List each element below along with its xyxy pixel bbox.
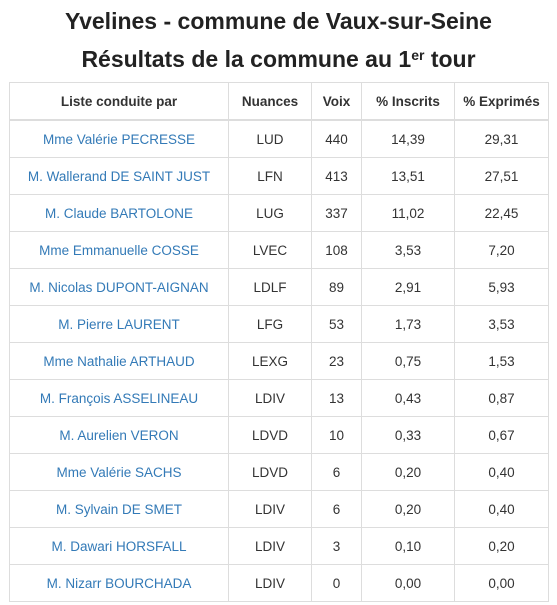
- exprimes-cell: 22,45: [455, 195, 549, 232]
- page-subtitle: [0, 35, 557, 73]
- candidate-name-link[interactable]: M. Dawari HORSFALL: [10, 528, 229, 565]
- nuance-cell: LUG: [229, 195, 312, 232]
- column-header-voix: Voix: [312, 83, 362, 121]
- candidate-name-link[interactable]: Mme Valérie SACHS: [10, 454, 229, 491]
- table-row: [10, 232, 549, 269]
- candidate-name-link[interactable]: M. Nicolas DUPONT-AIGNAN: [10, 269, 229, 306]
- subtitle-superscript: er: [411, 47, 425, 63]
- exprimes-cell: 0,20: [455, 528, 549, 565]
- voix-cell: 13: [312, 380, 362, 417]
- nuance-cell: LDVD: [229, 454, 312, 491]
- candidate-name-link[interactable]: Mme Nathalie ARTHAUD: [10, 343, 229, 380]
- inscrits-cell: 0,33: [362, 417, 455, 454]
- voix-cell: 0: [312, 565, 362, 602]
- exprimes-cell: 3,53: [455, 306, 549, 343]
- candidate-name-link[interactable]: M. Nizarr BOURCHADA: [10, 565, 229, 602]
- inscrits-cell: 0,43: [362, 380, 455, 417]
- table-row: [10, 269, 549, 306]
- inscrits-cell: 2,91: [362, 269, 455, 306]
- inscrits-cell: 14,39: [362, 120, 455, 158]
- table-row: [10, 528, 549, 565]
- column-header-liste: Liste conduite par: [10, 83, 229, 121]
- nuance-cell: LVEC: [229, 232, 312, 269]
- voix-cell: 6: [312, 491, 362, 528]
- table-row: [10, 380, 549, 417]
- subtitle-end: tour: [424, 46, 476, 72]
- inscrits-cell: 0,20: [362, 454, 455, 491]
- voix-cell: 413: [312, 158, 362, 195]
- results-table-body: [10, 120, 549, 602]
- exprimes-cell: 0,67: [455, 417, 549, 454]
- inscrits-cell: 3,53: [362, 232, 455, 269]
- candidate-name-link[interactable]: M. Pierre LAURENT: [10, 306, 229, 343]
- voix-cell: 23: [312, 343, 362, 380]
- inscrits-cell: 0,20: [362, 491, 455, 528]
- table-row: [10, 454, 549, 491]
- inscrits-cell: 11,02: [362, 195, 455, 232]
- column-header-inscrits: % Inscrits: [362, 83, 455, 121]
- nuance-cell: LDIV: [229, 380, 312, 417]
- table-row: [10, 195, 549, 232]
- candidate-name-link[interactable]: Mme Emmanuelle COSSE: [10, 232, 229, 269]
- subtitle-main: Résultats de la commune au 1: [81, 46, 412, 72]
- column-header-nuances: Nuances: [229, 83, 312, 121]
- table-row: [10, 158, 549, 195]
- nuance-cell: LEXG: [229, 343, 312, 380]
- candidate-name-link[interactable]: M. Sylvain DE SMET: [10, 491, 229, 528]
- exprimes-cell: 5,93: [455, 269, 549, 306]
- exprimes-cell: 29,31: [455, 120, 549, 158]
- table-row: [10, 306, 549, 343]
- nuance-cell: LUD: [229, 120, 312, 158]
- results-table: [9, 82, 549, 602]
- page-title: Yvelines - commune de Vaux-sur-Seine: [65, 8, 492, 34]
- candidate-name-link[interactable]: M. Claude BARTOLONE: [10, 195, 229, 232]
- header-row: [10, 83, 549, 121]
- table-row: [10, 120, 549, 158]
- voix-cell: 6: [312, 454, 362, 491]
- voix-cell: 3: [312, 528, 362, 565]
- inscrits-cell: 0,00: [362, 565, 455, 602]
- inscrits-cell: 13,51: [362, 158, 455, 195]
- nuance-cell: LDIV: [229, 491, 312, 528]
- voix-cell: 53: [312, 306, 362, 343]
- exprimes-cell: 1,53: [455, 343, 549, 380]
- inscrits-cell: 1,73: [362, 306, 455, 343]
- table-row: [10, 565, 549, 602]
- inscrits-cell: 0,75: [362, 343, 455, 380]
- candidate-name-link[interactable]: M. Wallerand DE SAINT JUST: [10, 158, 229, 195]
- nuance-cell: LDIV: [229, 565, 312, 602]
- exprimes-cell: 0,87: [455, 380, 549, 417]
- exprimes-cell: 0,40: [455, 454, 549, 491]
- inscrits-cell: 0,10: [362, 528, 455, 565]
- voix-cell: 10: [312, 417, 362, 454]
- nuance-cell: LDVD: [229, 417, 312, 454]
- voix-cell: 108: [312, 232, 362, 269]
- voix-cell: 89: [312, 269, 362, 306]
- nuance-cell: LDLF: [229, 269, 312, 306]
- results-table-header: [10, 83, 549, 121]
- exprimes-cell: 7,20: [455, 232, 549, 269]
- candidate-name-link[interactable]: M. Aurelien VERON: [10, 417, 229, 454]
- table-row: [10, 343, 549, 380]
- column-header-exprimes: % Exprimés: [455, 83, 549, 121]
- candidate-name-link[interactable]: M. François ASSELINEAU: [10, 380, 229, 417]
- table-row: [10, 491, 549, 528]
- table-row: [10, 417, 549, 454]
- candidate-name-link[interactable]: Mme Valérie PECRESSE: [10, 120, 229, 158]
- voix-cell: 337: [312, 195, 362, 232]
- nuance-cell: LFG: [229, 306, 312, 343]
- voix-cell: 440: [312, 120, 362, 158]
- exprimes-cell: 0,00: [455, 565, 549, 602]
- exprimes-cell: 0,40: [455, 491, 549, 528]
- nuance-cell: LFN: [229, 158, 312, 195]
- nuance-cell: LDIV: [229, 528, 312, 565]
- exprimes-cell: 27,51: [455, 158, 549, 195]
